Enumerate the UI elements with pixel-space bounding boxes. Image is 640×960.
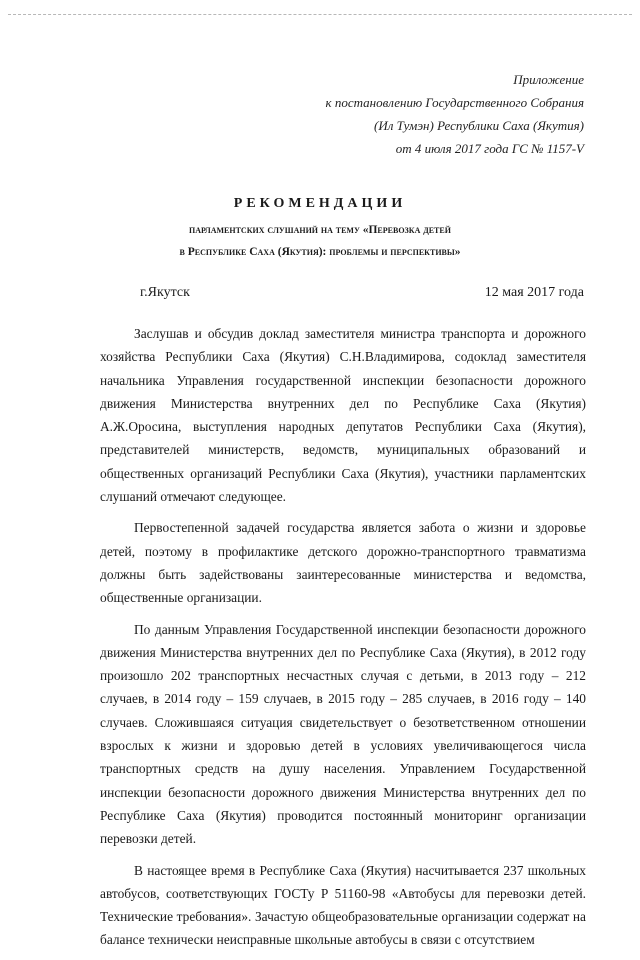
appendix-note	[326, 68, 585, 160]
document-subtitle	[0, 219, 640, 263]
subtitle-line-2: в Республике Саха (Якутия): проблемы и перспективы»	[179, 246, 461, 258]
appendix-line-2: к постановлению Государственного Собрания	[325, 95, 584, 110]
paragraph: Первостепенной задачей государства является забота о жизни и здоровье детей, поэтому в профилактике детского дорожно-транспортного травматизма должны быть задействованы заинтересованные министерства и ведомства, общественные организации.	[100, 520, 586, 606]
appendix-line-1: Приложение	[513, 72, 584, 87]
paragraph: Заслушав и обсудив доклад заместителя министра транспорта и дорожного хозяйства Республики Саха (Якутия) С.Н.Владимирова, содоклад заместителя начальника Управления государственной инспекции безопасности дорожного движения Министерства внутренних дел по Республике Саха (Якутия) А.Ж.Оросина, выступления народных депутатов Республики Саха (Якутия), представителей министерств, ведомств, муниципальных образований и общественных организаций Республики Саха (Якутия), участники парламентских слушаний отмечают следующее.	[100, 326, 586, 505]
paragraph: В настоящее время в Республике Саха (Якутия) насчитывается 237 школьных автобусов, соответствующих ГОСТу Р 51160-98 «Автобусы для перевозки детей. Технические требования». Зачастую общеобразовательные организации содержат на балансе технически неисправные школьные автобусы в связи с отсутствием	[100, 862, 586, 948]
city: г.Якутск	[140, 285, 190, 300]
document-body	[100, 322, 586, 960]
document-title: РЕКОМЕНДАЦИИ	[233, 196, 407, 211]
appendix-line-3: (Ил Тумэн) Республики Саха (Якутия)	[374, 118, 584, 133]
scan-edge-rule	[8, 14, 632, 15]
place-date-line	[140, 285, 584, 301]
paragraph: По данным Управления Государственной инспекции безопасности дорожного движения Министерства внутренних дел по Республике Саха (Якутия), в 2012 году произошло 202 транспортных несчастных случая с детьми, в 2013 году – 212 случаев, в 2014 году – 159 случаев, в 2015 году – 285 случаев, в 2016 году – 140 случаев. Сложившаяся ситуация свидетельствует о безответственном отношении взрослых к жизни и здоровью детей в условиях увеличивающегося числа транспортных средств на душу населения. Управлением Государственной инспекции безопасности дорожного движения Министерства внутренних дел по Республике Саха (Якутия) проводится постоянный мониторинг организации перевозки детей.	[100, 621, 586, 847]
document-date: 12 мая 2017 года	[484, 285, 584, 300]
appendix-line-4: от 4 июля 2017 года ГС № 1157-V	[395, 141, 584, 156]
subtitle-line-1: парламентских слушаний на тему «Перевозка детей	[189, 224, 451, 236]
